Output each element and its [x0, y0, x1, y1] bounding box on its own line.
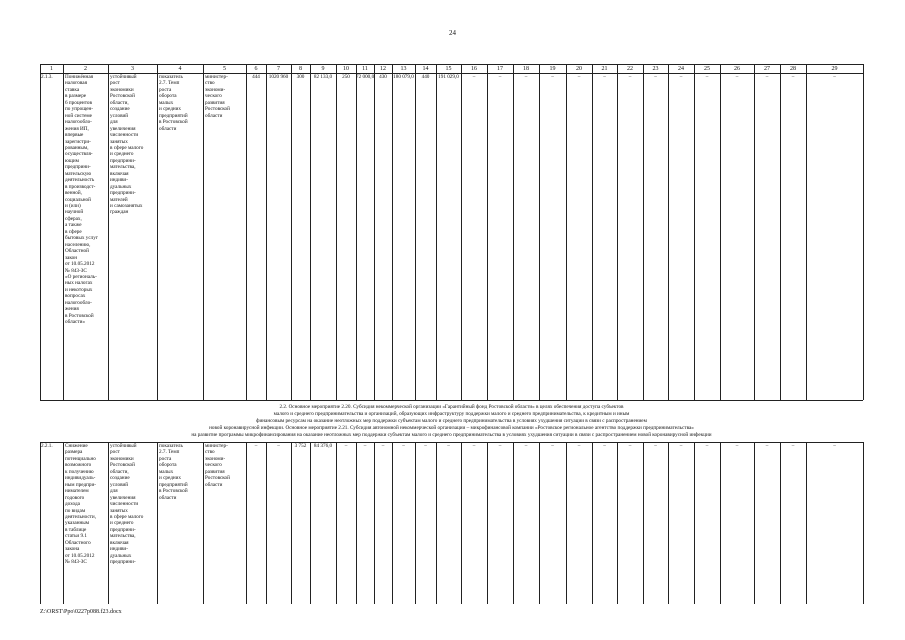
measure-description-cell-line: а также: [65, 222, 82, 229]
goal-cell-line: рост: [110, 449, 120, 456]
column-divider: [780, 64, 781, 400]
measure-description-cell-line: сферах,: [65, 215, 82, 222]
column-divider: [246, 442, 247, 604]
value-cell: 1020 960: [268, 74, 289, 80]
measure-description-cell-line: рованным,: [65, 144, 89, 151]
measure-description-cell-line: научной: [65, 209, 84, 216]
column-divider: [668, 442, 669, 604]
goal-cell-line: создание: [110, 475, 130, 482]
measure-description-cell-line: бытовых услуг: [65, 235, 98, 242]
measure-description-cell-line: к получению: [65, 468, 94, 475]
value-cell: –: [402, 443, 405, 449]
measure-description-cell-line: зарегистри-: [65, 138, 91, 145]
measure-description-cell-line: нимателем: [65, 488, 89, 495]
column-divider: [566, 64, 567, 400]
column-divider: [291, 64, 292, 400]
value-cell: –: [381, 443, 385, 449]
column-divider: [694, 442, 695, 604]
value-cell: –: [735, 443, 739, 449]
indicator-cell-line: в Ростовской: [159, 488, 188, 495]
column-divider: [40, 442, 41, 604]
goal-cell-line: рост: [110, 80, 120, 87]
measure-description-cell-line: в размере: [65, 93, 87, 100]
column-number-label: 1: [50, 66, 53, 72]
column-divider: [513, 442, 514, 604]
measure-description-cell-line: деятельности,: [65, 513, 96, 520]
goal-cell-line: в сфере малого: [110, 144, 144, 151]
page-number: 24: [449, 29, 456, 37]
measure-description-cell-line: по видам: [65, 507, 86, 514]
column-number-label: 8: [299, 66, 302, 72]
column-number-label: 25: [704, 66, 710, 72]
column-divider: [461, 64, 462, 400]
responsible-executor-cell-line: развития: [205, 99, 225, 106]
value-cell: –: [765, 74, 769, 80]
column-divider: [694, 64, 695, 400]
measure-description-cell-line: Областной: [65, 248, 89, 255]
goal-cell-line: для: [110, 488, 118, 495]
value-cell: 300: [296, 74, 305, 80]
column-divider: [392, 64, 393, 400]
column-divider: [266, 442, 267, 604]
goal-cell-line: мателей: [110, 196, 128, 203]
value-cell: –: [254, 443, 258, 449]
measure-description-cell-line: Понижённая: [65, 74, 94, 80]
goal-cell-line: устойчивый: [110, 443, 137, 449]
column-number-label: 21: [601, 66, 608, 72]
value-cell: –: [735, 74, 739, 80]
measure-description-cell-line: закона: [65, 546, 80, 553]
column-divider: [617, 64, 618, 400]
value-cell: –: [551, 74, 554, 80]
indicator-cell-line: 2.7. Темп: [159, 80, 180, 87]
measure-description-cell-line: ной системе: [65, 112, 92, 119]
column-divider: [806, 442, 807, 604]
value-cell: –: [344, 443, 348, 449]
value-cell: 82 133,0: [313, 74, 333, 80]
goal-cell-line: и самозанятых: [110, 203, 143, 209]
value-cell: 444: [252, 74, 260, 80]
value-cell: 430: [379, 74, 387, 80]
measure-description-cell-line: размера: [65, 449, 83, 456]
column-divider: [592, 442, 593, 604]
column-number-label: 18: [523, 66, 529, 72]
column-number-label: 9: [321, 66, 325, 72]
value-cell: –: [472, 443, 476, 449]
indicator-cell-line: предприятий: [159, 112, 188, 119]
indicator-cell-line: показатель: [159, 74, 183, 80]
value-cell: –: [363, 443, 367, 449]
column-divider: [356, 442, 357, 604]
value-cell: –: [277, 443, 280, 449]
measure-description-cell-line: индивидуаль-: [65, 475, 96, 482]
goal-cell-line: дуальных: [110, 552, 132, 559]
row-code: 2.2.1.: [41, 443, 53, 449]
column-number-label: 26: [734, 66, 740, 72]
measure-description-cell-line: годового: [65, 494, 85, 501]
measure-description-cell-line: возможного: [65, 462, 92, 469]
value-cell: –: [765, 443, 769, 449]
column-divider: [461, 442, 462, 604]
value-cell: –: [833, 74, 836, 80]
measure-description-cell-line: жения ИП,: [65, 125, 89, 132]
goal-cell-line: условий: [110, 481, 129, 488]
value-cell: –: [628, 74, 632, 80]
value-cell: –: [498, 74, 502, 80]
goal-cell-line: численности: [110, 501, 139, 508]
column-number-label: 16: [471, 66, 477, 72]
goal-cell-line: мательства,: [110, 164, 136, 171]
column-divider: [356, 64, 357, 400]
value-cell: –: [705, 74, 709, 80]
measure-description-cell-line: предприни-: [65, 164, 91, 171]
section-heading-line: малого и среднего предпринимательства и организаций, образующих инфраструктуру поддержки малого и среднего предпринимательства, к кредитным и иным: [273, 410, 630, 417]
column-divider: [374, 64, 375, 400]
value-cell: 250: [342, 74, 350, 80]
indicator-cell-line: малых: [159, 99, 174, 106]
value-cell: –: [472, 74, 476, 80]
column-divider: [806, 64, 807, 400]
measure-description-cell-line: ных налогах: [65, 280, 93, 287]
measure-description-cell-line: впервые: [65, 132, 84, 139]
indicator-cell-line: 2.7. Темп: [159, 449, 180, 456]
goal-cell-line: предприни-: [110, 559, 136, 566]
value-cell: 72 000,0: [356, 74, 375, 80]
goal-cell-line: области,: [110, 468, 129, 475]
column-divider: [513, 64, 514, 400]
goal-cell-line: экономики: [110, 455, 134, 462]
value-cell: –: [679, 74, 683, 80]
goal-cell-line: Ростовской: [110, 93, 135, 100]
measure-description-cell-line: венной,: [65, 190, 82, 197]
goal-cell-line: занятых: [110, 138, 128, 145]
value-cell: –: [524, 443, 528, 449]
column-divider: [436, 64, 437, 400]
column-number-label: 6: [254, 66, 258, 72]
column-number-label: 11: [362, 66, 368, 72]
value-cell: –: [447, 443, 450, 449]
value-cell: –: [705, 443, 709, 449]
column-divider: [392, 442, 393, 604]
column-divider: [539, 64, 540, 400]
measure-description-cell-line: потенциально: [65, 455, 96, 462]
column-number-label: 14: [422, 66, 429, 72]
indicator-cell-line: оборота: [159, 93, 177, 100]
indicator-cell-line: в Ростовской: [159, 119, 188, 126]
value-cell: –: [424, 443, 427, 449]
goal-cell-line: мательства,: [110, 533, 136, 540]
value-cell: –: [498, 443, 502, 449]
measure-description-cell-line: осуществля-: [65, 151, 93, 158]
measure-description-cell-line: закон: [65, 254, 77, 261]
indicator-cell-line: показатель: [159, 443, 183, 449]
column-number-label: 10: [343, 66, 349, 72]
goal-cell-line: включая: [110, 539, 129, 546]
column-number-label: 17: [497, 66, 503, 72]
section-heading-line: на развитие программы микрофинансирования на оказание неотложных мер поддержки субъектам малого и среднего предпринимательства в условиях ухудшения ситуации в связи с распространением новой коронавирусной инфекции: [191, 431, 712, 438]
indicator-cell-line: области: [159, 125, 177, 132]
column-divider: [157, 442, 158, 604]
column-number-label: 24: [678, 66, 684, 72]
goal-cell-line: индиви-: [110, 177, 128, 184]
goal-cell-line: предприни-: [110, 190, 136, 197]
column-divider: [487, 64, 488, 400]
value-cell: –: [654, 443, 657, 449]
column-divider: [108, 64, 109, 400]
column-number-label: 2: [84, 66, 87, 72]
column-divider: [566, 442, 567, 604]
column-divider: [310, 442, 311, 604]
goal-cell-line: включая: [110, 170, 129, 177]
measure-description-cell-line: социальной: [65, 196, 91, 203]
responsible-executor-cell-line: экономи-: [205, 455, 226, 462]
column-divider: [108, 442, 109, 604]
measure-description-cell-line: № 843-ЗС: [65, 267, 87, 274]
goal-cell-line: занятых: [110, 507, 128, 514]
measure-description-cell-line: в сфере: [65, 228, 82, 235]
value-cell: –: [577, 443, 581, 449]
responsible-executor-cell-line: министер-: [205, 443, 228, 449]
column-divider: [63, 442, 64, 604]
goal-cell-line: увеличения: [110, 494, 136, 501]
measure-description-cell-line: статьи 9.1: [65, 533, 87, 540]
measure-description-cell-line: от 10.05.2012: [65, 552, 95, 559]
indicator-cell-line: оборота: [159, 462, 177, 469]
column-divider: [720, 64, 721, 400]
column-divider: [754, 442, 755, 604]
responsible-executor-cell-line: области: [205, 112, 223, 119]
responsible-executor-cell-line: экономи-: [205, 86, 226, 93]
measure-description-cell-line: вопросах: [65, 293, 86, 300]
measure-description-cell-line: дохода: [65, 501, 80, 508]
goal-cell-line: экономики: [110, 86, 134, 93]
row-2-1-3-bottom-border: [40, 400, 863, 401]
goal-cell-line: условий: [110, 112, 129, 119]
indicator-cell-line: роста: [159, 86, 172, 93]
section-heading-line: новой коронавирусной инфекции. Основное мероприятие 2.21. Субсидия автономной некоммерческой организации – микрофинансовой компании «Ростовское региональное агентство поддержки предпринимательства»: [209, 424, 694, 431]
goal-cell-line: граждан: [110, 209, 129, 216]
column-divider: [40, 64, 41, 400]
column-number-label: 22: [627, 66, 633, 72]
column-divider: [668, 64, 669, 400]
column-number-label: 20: [576, 66, 582, 72]
goal-cell-line: устойчивый: [110, 74, 137, 80]
column-divider: [436, 442, 437, 604]
column-divider: [336, 442, 337, 604]
column-number-label: 29: [831, 66, 838, 72]
measure-description-cell-line: по упрощен-: [65, 106, 94, 113]
column-number-label: 19: [549, 66, 556, 72]
goal-cell-line: Ростовской: [110, 462, 135, 469]
column-divider: [754, 64, 755, 400]
indicator-cell-line: предприятий: [159, 481, 188, 488]
column-divider: [415, 64, 416, 400]
value-cell: –: [577, 74, 581, 80]
value-cell: 191 029,0: [438, 74, 459, 80]
responsible-executor-cell-line: развития: [205, 468, 225, 475]
measure-description-cell-line: в таблице: [65, 526, 87, 533]
indicator-cell-line: области: [159, 494, 177, 501]
value-cell: –: [524, 74, 528, 80]
section-heading-line: 2.2. Основное мероприятие 2.20. Субсидия некоммерческой организации «Гарантийный фонд Ростовской области» в целях обеспечения доступа субъектов: [279, 404, 624, 410]
column-number-label: 12: [380, 66, 386, 72]
measure-description-cell-line: жения: [65, 306, 79, 313]
column-divider: [863, 442, 864, 604]
column-number-label: 7: [277, 66, 280, 72]
column-divider: [374, 442, 375, 604]
column-divider: [780, 442, 781, 604]
measure-description-cell-line: и некоторых: [65, 286, 93, 293]
value-cell: –: [551, 443, 554, 449]
indicator-cell-line: малых: [159, 468, 174, 475]
column-divider: [487, 442, 488, 604]
column-divider: [863, 64, 864, 400]
goal-cell-line: для: [110, 119, 118, 126]
column-number-label: 4: [178, 66, 182, 72]
row-code: 2.1.3.: [41, 74, 53, 80]
measure-description-cell-line: ставка: [65, 86, 80, 93]
responsible-executor-cell-line: области: [205, 481, 223, 488]
column-divider: [63, 64, 64, 400]
column-number-label: 3: [131, 66, 134, 72]
value-cell: 3 752: [294, 443, 307, 449]
measure-description-cell-line: населению,: [65, 241, 91, 248]
value-cell: –: [603, 74, 606, 80]
column-divider: [336, 64, 337, 400]
column-divider: [617, 442, 618, 604]
value-cell: –: [791, 443, 795, 449]
goal-cell-line: индиви-: [110, 546, 128, 553]
responsible-executor-cell-line: Ростовской: [205, 106, 230, 113]
responsible-executor-cell-line: ство: [205, 80, 215, 87]
column-divider: [203, 64, 204, 400]
goal-cell-line: численности: [110, 132, 139, 139]
goal-cell-line: и среднего: [110, 151, 134, 158]
value-cell: 180 079,0: [393, 74, 414, 80]
column-divider: [539, 442, 540, 604]
measure-description-cell-line: и (или): [65, 203, 81, 209]
column-number-label: 5: [223, 66, 226, 72]
goal-cell-line: предприни-: [110, 157, 136, 164]
column-number-label: 13: [400, 66, 407, 72]
goal-cell-line: области,: [110, 99, 129, 106]
measure-description-cell-line: «О региональ-: [65, 273, 97, 280]
indicator-cell-line: роста: [159, 455, 172, 462]
column-divider: [592, 64, 593, 400]
column-divider: [310, 64, 311, 400]
measure-description-cell-line: мательскую: [65, 170, 92, 177]
column-divider: [157, 64, 158, 400]
measure-description-cell-line: в производст-: [65, 183, 96, 190]
column-divider: [643, 442, 644, 604]
responsible-executor-cell-line: министер-: [205, 74, 228, 80]
value-cell: –: [654, 74, 657, 80]
column-number-label: 23: [652, 66, 659, 72]
measure-description-cell-line: № 843-ЗС: [65, 559, 87, 566]
section-heading-line: финансовым ресурсам на оказание неотложных мер поддержки субъектам малого и среднего предпринимательства в условиях ухудшения ситуации в связи с распространением: [256, 417, 647, 424]
measure-description-cell-line: налоговая: [65, 80, 87, 87]
measure-description-cell-line: налогообло-: [65, 299, 92, 306]
measure-description-cell-line: Снижение: [65, 443, 88, 449]
column-number-label: 15: [445, 66, 452, 72]
measure-description-cell-line: от 10.05.2012: [65, 261, 95, 268]
responsible-executor-cell-line: ство: [205, 449, 215, 456]
measure-description-cell-line: ным предпри-: [65, 481, 96, 488]
responsible-executor-cell-line: Ростовской: [205, 475, 230, 482]
responsible-executor-cell-line: ческого: [205, 93, 222, 100]
column-divider: [203, 442, 204, 604]
goal-cell-line: предприни-: [110, 526, 136, 533]
column-number-label: 28: [790, 66, 796, 72]
goal-cell-line: в сфере малого: [110, 513, 144, 520]
responsible-executor-cell-line: ческого: [205, 462, 222, 469]
column-divider: [266, 64, 267, 400]
goal-cell-line: и среднего: [110, 520, 134, 527]
measure-description-cell-line: Областного: [65, 539, 91, 546]
value-cell: –: [833, 443, 836, 449]
measure-description-cell-line: ющим: [65, 157, 79, 164]
goal-cell-line: создание: [110, 106, 130, 113]
value-cell: –: [603, 443, 606, 449]
column-divider: [720, 442, 721, 604]
indicator-cell-line: и средних: [159, 475, 181, 482]
value-cell: –: [791, 74, 795, 80]
column-divider: [643, 64, 644, 400]
goal-cell-line: дуальных: [110, 183, 132, 190]
file-path-footer: Z:\ORST\Ppo\0227p088.f23.docx: [40, 609, 122, 615]
value-cell: –: [679, 443, 683, 449]
indicator-cell-line: и средних: [159, 106, 181, 113]
value-cell: 440: [421, 74, 430, 80]
value-cell: –: [628, 443, 632, 449]
value-cell: 84 376,0: [313, 443, 333, 449]
measure-description-cell-line: указанным: [65, 520, 90, 527]
column-divider: [246, 64, 247, 400]
measure-description-cell-line: деятельность: [65, 177, 95, 184]
goal-cell-line: увеличения: [110, 125, 136, 132]
measure-description-cell-line: в Ростовской: [65, 312, 94, 319]
measure-description-cell-line: области»: [65, 319, 85, 326]
column-divider: [291, 442, 292, 604]
column-number-label: 27: [764, 66, 770, 72]
measure-description-cell-line: 6 процентов: [65, 99, 92, 106]
measure-description-cell-line: налогообло-: [65, 119, 92, 126]
column-divider: [415, 442, 416, 604]
